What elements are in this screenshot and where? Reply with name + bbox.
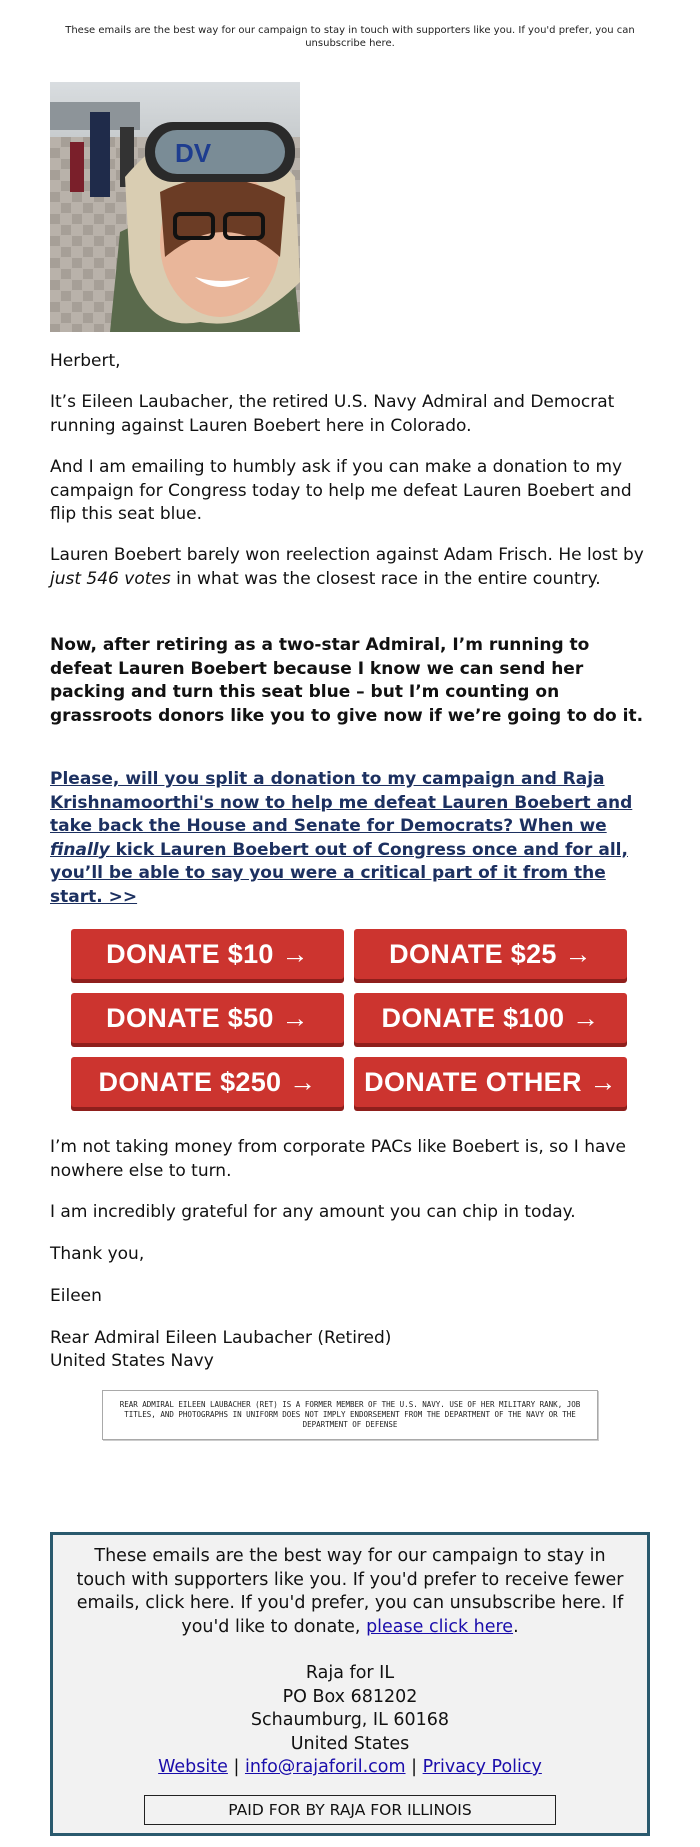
footer-privacy-link[interactable]: Privacy Policy: [422, 1757, 542, 1777]
donate-10-button[interactable]: DONATE $10 →: [71, 929, 344, 979]
footer-box: [50, 1532, 650, 1836]
footer-website-link[interactable]: Website: [158, 1757, 228, 1777]
footer-message: These emails are the best way for our campaign to stay in touch with supporters like you. If you'd prefer to receive fewer emails, click here. If you'd prefer, you can unsubscribe here. If you'd like to donate, please click here.: [76, 1546, 624, 1637]
greeting: Herbert,: [50, 351, 121, 371]
military-disclaimer: REAR ADMIRAL EILEEN LAUBACHER (RET) IS A FORMER MEMBER OF THE U.S. NAVY. USE OF HER MILITARY RANK, JOB TITLES, AND PHOTOGRAPHS IN UNIFORM DOES NOT IMPLY ENDORSEMENT FROM THE DEPARTMENT OF THE NAVY OR THE DEPARTMENT OF DEFENSE: [102, 1390, 598, 1440]
paragraph-ask: And I am emailing to humbly ask if you can make a donation to my campaign for Congress today to help me defeat Lauren Boebert and flip this seat blue.: [50, 457, 632, 524]
donate-other-button[interactable]: DONATE OTHER →: [354, 1057, 627, 1107]
donate-50-button[interactable]: DONATE $50 →: [71, 993, 344, 1043]
signature-name: Eileen: [50, 1286, 102, 1306]
footer-links: Website | info@rajaforil.com | Privacy Policy: [158, 1757, 542, 1777]
donate-100-button[interactable]: DONATE $100 →: [354, 993, 627, 1043]
preheader-text: These emails are the best way for our campaign to stay in touch with supporters like you. If you'd prefer, you can unsubscribe here.: [65, 25, 635, 49]
footer-email-link[interactable]: info@rajaforil.com: [244, 1757, 406, 1777]
signature-title: Rear Admiral Eileen Laubacher (Retired): [50, 1328, 392, 1348]
donate-250-button[interactable]: DONATE $250 →: [71, 1057, 344, 1107]
signature-branch: United States Navy: [50, 1351, 214, 1371]
helmet-label: DV: [175, 138, 212, 168]
footer-address-line1: PO Box 681202: [282, 1686, 418, 1707]
donation-link-paragraph[interactable]: Please, will you split a donation to my campaign and Raja Krishnamoorthi's now to help me defeat Lauren Boebert and take back the House and Senate for Democrats? When we finally kick Lauren Boebert out of Congress once and for all, you’ll be able to say you were a critical part of it from the start. >>: [50, 769, 633, 907]
paragraph-pacs: I’m not taking money from corporate PACs like Boebert is, so I have nowhere else to turn.: [50, 1137, 626, 1181]
paragraph-intro: It’s Eileen Laubacher, the retired U.S. Navy Admiral and Democrat running against Lauren Boebert here in Colorado.: [50, 392, 615, 436]
footer-donate-link[interactable]: please click here: [366, 1616, 514, 1637]
paragraph-running: Now, after retiring as a two-star Admiral, I’m running to defeat Lauren Boebert because I know we can send her packing and turn this seat blue – but I’m counting on grassroots donors like you to give now if we’re going to do it.: [50, 635, 644, 726]
footer-org: Raja for IL: [305, 1663, 395, 1683]
paragraph-race: Lauren Boebert barely won reelection against Adam Frisch. He lost by just 546 votes in what was the closest race in the entire country.: [50, 545, 644, 589]
sign-off: Thank you,: [50, 1244, 145, 1264]
candidate-photo: [50, 82, 300, 332]
footer-address-line2: Schaumburg, IL 60168: [250, 1710, 450, 1730]
footer-country: United States: [290, 1733, 410, 1754]
paid-for-by-box: PAID FOR BY RAJA FOR ILLINOIS: [144, 1795, 556, 1825]
paragraph-grateful: I am incredibly grateful for any amount you can chip in today.: [50, 1202, 576, 1222]
donate-25-button[interactable]: DONATE $25 →: [354, 929, 627, 979]
